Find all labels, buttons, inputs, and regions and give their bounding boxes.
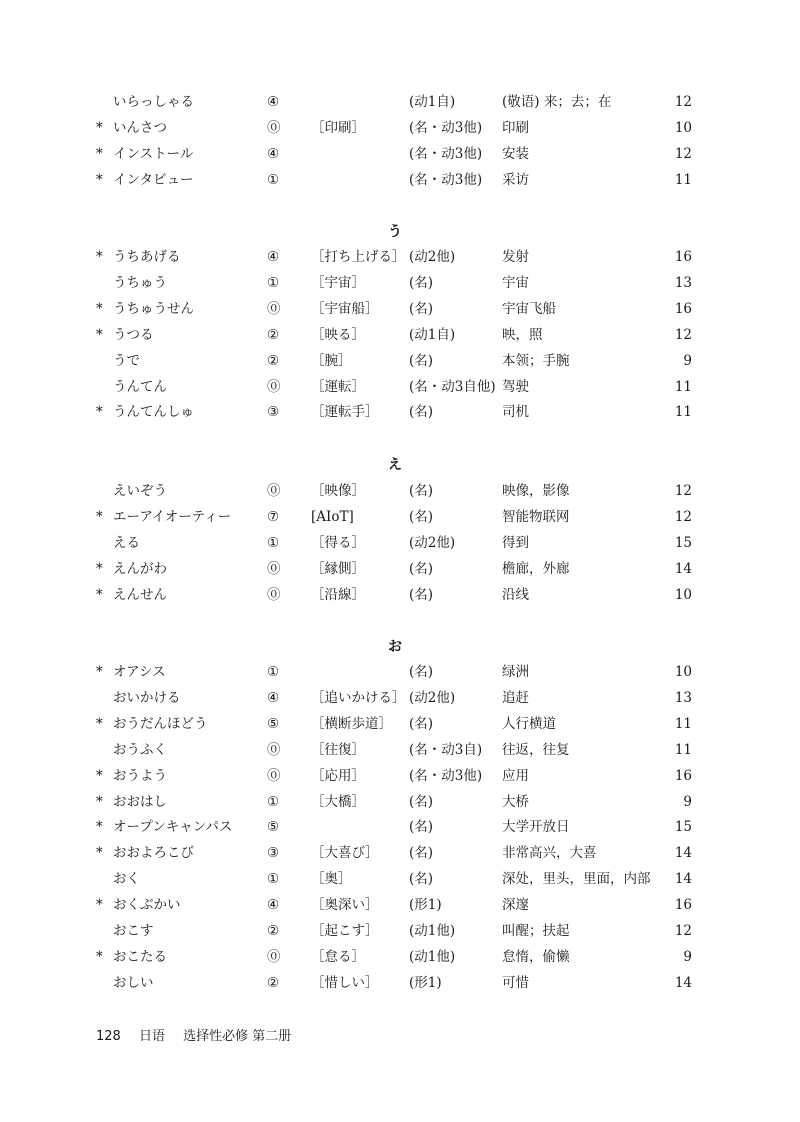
entry-word: えんせん [113,586,167,603]
entry-meaning: 可惜 [502,974,529,991]
entry-part-of-speech: (动2他) [409,534,456,551]
entry-star-marker: * [96,119,103,136]
entry-meaning: 非常高兴，大喜 [502,845,597,862]
entry-meaning: 应用 [502,767,529,784]
entry-accent: ④ [267,249,280,265]
entry-accent: ① [267,871,280,888]
entry-kanji: ［奥］ [311,871,352,888]
entry-star-marker: * [96,948,103,965]
entry-accent: ① [267,534,280,551]
entry-lesson: 12 [674,326,692,343]
entry-part-of-speech: (名) [409,793,434,810]
entry-star-marker: * [96,793,103,810]
entry-star-marker: * [96,145,103,162]
entry-accent: ④ [267,94,280,110]
entry-meaning: 大学开放日 [502,819,570,836]
entry-kanji: ［映像］ [311,483,365,499]
entry-part-of-speech: (名) [409,300,434,317]
entry-meaning: 映像，影像 [502,483,570,499]
entry-kanji: ［印刷］ [311,119,365,136]
entry-word: うちゅうせん [113,300,194,317]
entry-accent: ⓪ [267,483,281,499]
entry-lesson: 13 [674,274,692,291]
entry-kanji: ［運転］ [311,378,365,395]
entry-meaning: (敬语) 来；去；在 [502,94,612,110]
entry-part-of-speech: (动2他) [409,249,456,265]
entry-lesson: 11 [674,171,692,188]
entry-part-of-speech: (名) [409,404,434,421]
vocab-entry [0,322,800,348]
entry-accent: ④ [267,145,280,162]
entry-lesson: 11 [674,404,692,421]
entry-meaning: 印刷 [502,119,529,136]
entry-part-of-speech: (动1他) [409,948,456,965]
entry-star-marker: * [96,897,103,914]
vocab-entry [0,892,800,918]
vocab-entry [0,399,800,425]
vocab-entry [0,763,800,789]
vocab-entry [0,556,800,582]
entry-meaning: 深处，里头，里面，内部 [502,871,651,888]
entry-word: おこたる [113,948,167,965]
entry-meaning: 往返，往复 [502,741,570,758]
entry-lesson: 9 [683,793,692,810]
vocab-entry [0,115,800,141]
entry-word: オアシス [113,664,166,680]
entry-part-of-speech: (名) [409,871,434,888]
entry-part-of-speech: (动1自) [409,94,456,110]
entry-star-marker: * [96,404,103,421]
entry-meaning: 采访 [502,171,529,188]
entry-accent: ⑦ [267,508,280,525]
entry-part-of-speech: (名・动3自) [409,741,483,758]
entry-star-marker: * [96,819,103,836]
entry-meaning: 发射 [502,249,529,265]
entry-part-of-speech: (动1他) [409,923,456,939]
entry-lesson: 15 [674,819,692,836]
entry-part-of-speech: (形1) [409,897,442,914]
entry-word: うんてん [113,378,167,395]
entry-part-of-speech: (动2他) [409,689,456,706]
vocab-entry [0,814,800,840]
entry-accent: ① [267,171,280,188]
entry-meaning: 追赶 [502,689,529,706]
entry-lesson: 11 [674,741,692,758]
entry-kanji: ［宇宙］ [311,274,365,291]
entry-lesson: 14 [674,871,692,888]
vocab-entry [0,711,800,737]
entry-star-marker: * [96,300,103,317]
entry-lesson: 14 [674,845,692,862]
entry-word: うちゅう [113,274,167,291]
vocab-entry [0,866,800,892]
vocab-entry [0,840,800,866]
vocab-entry [0,504,800,530]
entry-meaning: 宇宙 [502,274,529,291]
entry-accent: ① [267,664,280,680]
entry-star-marker: * [96,586,103,603]
entry-word: おおはし [113,793,167,810]
entry-accent: ② [267,974,280,991]
entry-accent: ⓪ [267,586,281,603]
entry-kanji: ［惜しい］ [311,974,379,991]
entry-accent: ⓪ [267,300,281,317]
entry-word: おうふく [113,741,167,758]
entry-kanji: ［映る］ [311,326,365,343]
entry-star-marker: * [96,767,103,784]
entry-kanji: ［大喜び］ [311,845,379,862]
entry-part-of-speech: (名) [409,664,434,680]
entry-star-marker: * [96,845,103,862]
entry-star-marker: * [96,715,103,732]
entry-meaning: 映，照 [502,326,543,343]
entry-accent: ① [267,274,280,291]
entry-lesson: 12 [674,483,692,499]
entry-word: おく [113,871,140,888]
entry-accent: ⓪ [267,948,281,965]
entry-kanji: ［腕］ [311,352,352,369]
entry-meaning: 深邃 [502,897,529,914]
entry-lesson: 11 [674,715,692,732]
entry-kanji: [AIoT] [311,508,354,525]
book-subtitle: 选择性必修 第二册 [183,1029,292,1044]
entry-lesson: 10 [674,586,692,603]
vocab-entry [0,244,800,270]
page-number: 128 [96,1029,121,1044]
entry-lesson: 16 [674,897,692,914]
entry-star-marker: * [96,664,103,680]
entry-accent: ② [267,326,280,343]
entry-kanji: ［往復］ [311,741,365,758]
vocab-entry [0,530,800,556]
entry-accent: ⓪ [267,560,281,577]
entry-kanji: ［大橋］ [311,793,365,810]
entry-accent: ⓪ [267,119,281,136]
entry-kanji: ［応用］ [311,767,365,784]
entry-lesson: 13 [674,689,692,706]
entry-part-of-speech: (名・动3他) [409,767,483,784]
entry-meaning: 驾驶 [502,378,529,395]
vocab-entry [0,789,800,815]
entry-part-of-speech: (名) [409,586,434,603]
entry-part-of-speech: (名) [409,508,434,525]
entry-kanji: ［宇宙船］ [311,300,379,317]
entry-part-of-speech: (名・动3自他) [409,378,496,395]
entry-star-marker: * [96,249,103,265]
entry-part-of-speech: (名) [409,715,434,732]
entry-accent: ③ [267,404,280,421]
vocab-entry [0,944,800,970]
entry-meaning: 人行横道 [502,715,556,732]
entry-word: うつる [113,326,154,343]
entry-part-of-speech: (动1自) [409,326,456,343]
entry-meaning: 怠惰，偷懒 [502,948,570,965]
entry-star-marker: * [96,326,103,343]
entry-kanji: ［怠る］ [311,948,365,965]
entry-part-of-speech: (名) [409,560,434,577]
entry-kanji: ［得る］ [311,534,365,551]
entry-accent: ③ [267,845,280,862]
entry-word: おこす [113,923,154,939]
entry-part-of-speech: (名・动3他) [409,119,483,136]
vocab-entry [0,89,800,115]
entry-meaning: 绿洲 [502,664,529,680]
entry-lesson: 16 [674,300,692,317]
vocab-entry [0,659,800,685]
entry-word: いんさつ [113,119,167,136]
entry-star-marker: * [96,560,103,577]
entry-word: おうよう [113,767,167,784]
section-header: う [388,224,402,240]
vocab-entry [0,582,800,608]
entry-lesson: 9 [683,948,692,965]
vocab-entry [0,478,800,504]
entry-lesson: 12 [674,145,692,162]
entry-part-of-speech: (名) [409,352,434,369]
vocab-entry [0,685,800,711]
entry-part-of-speech: (名) [409,483,434,499]
entry-lesson: 12 [674,923,692,939]
entry-kanji: ［横断歩道］ [311,715,392,732]
entry-part-of-speech: (名) [409,819,434,836]
entry-meaning: 智能物联网 [502,508,570,525]
entry-kanji: ［打ち上げる］ [311,249,406,265]
entry-accent: ② [267,352,280,369]
entry-word: える [113,534,140,551]
entry-part-of-speech: (名・动3他) [409,145,483,162]
entry-word: おしい [113,974,154,991]
page-footer [96,1028,305,1046]
entry-kanji: ［起こす］ [311,923,379,939]
vocab-entry [0,737,800,763]
entry-part-of-speech: (名・动3他) [409,171,483,188]
entry-accent: ⑤ [267,819,280,836]
entry-kanji: ［奥深い］ [311,897,379,914]
entry-lesson: 10 [674,119,692,136]
entry-word: いらっしゃる [113,94,194,110]
entry-lesson: 9 [683,352,692,369]
entry-star-marker: * [96,508,103,525]
entry-accent: ④ [267,897,280,914]
entry-word: うで [113,352,140,369]
section-header: お [388,639,402,655]
vocab-entry [0,270,800,296]
vocab-entry [0,296,800,322]
entry-lesson: 14 [674,560,692,577]
entry-meaning: 司机 [502,404,529,421]
entry-accent: ④ [267,689,280,706]
entry-word: うちあげる [113,249,181,265]
entry-word: おうだんほどう [113,715,208,732]
entry-meaning: 本领；手腕 [502,352,570,369]
entry-kanji: ［追いかける］ [311,689,406,706]
entry-meaning: 叫醒；扶起 [502,923,570,939]
section-header: え [388,457,402,473]
entry-accent: ⓪ [267,741,281,758]
entry-meaning: 檐廊，外廊 [502,560,570,577]
entry-lesson: 16 [674,767,692,784]
entry-word: おいかける [113,689,181,706]
entry-lesson: 12 [674,508,692,525]
entry-lesson: 14 [674,974,692,991]
entry-lesson: 12 [674,94,692,110]
vocab-entry [0,348,800,374]
entry-lesson: 15 [674,534,692,551]
vocab-entry [0,970,800,996]
vocab-entry [0,374,800,400]
entry-meaning: 沿线 [502,586,529,603]
entry-accent: ⓪ [267,378,281,395]
entry-meaning: 安装 [502,145,529,162]
entry-meaning: 宇宙飞船 [502,300,556,317]
vocab-entry [0,918,800,944]
entry-star-marker: * [96,171,103,188]
entry-part-of-speech: (名) [409,845,434,862]
entry-word: オープンキャンパス [113,819,233,836]
entry-accent: ① [267,793,280,810]
entry-accent: ⓪ [267,767,281,784]
entry-part-of-speech: (名) [409,274,434,291]
entry-kanji: ［沿線］ [311,586,365,603]
entry-part-of-speech: (形1) [409,974,442,991]
entry-word: えいぞう [113,483,167,499]
entry-word: おおよろこび [113,845,194,862]
entry-word: うんてんしゅ [113,404,194,421]
vocab-entry [0,141,800,167]
entry-word: エーアイオーティー [113,508,232,525]
entry-word: おくぶかい [113,897,181,914]
book-title: 日语 [138,1029,165,1044]
vocab-entry [0,167,800,193]
entry-meaning: 大桥 [502,793,529,810]
entry-kanji: ［縁側］ [311,560,365,577]
entry-lesson: 10 [674,664,692,680]
entry-accent: ② [267,923,280,939]
entry-word: えんがわ [113,560,167,577]
entry-accent: ⑤ [267,715,280,732]
entry-word: インストール [113,145,194,162]
entry-meaning: 得到 [502,534,529,551]
entry-word: インタビュー [113,171,194,188]
entry-lesson: 11 [674,378,692,395]
entry-kanji: ［運転手］ [311,404,379,421]
entry-lesson: 16 [674,249,692,265]
